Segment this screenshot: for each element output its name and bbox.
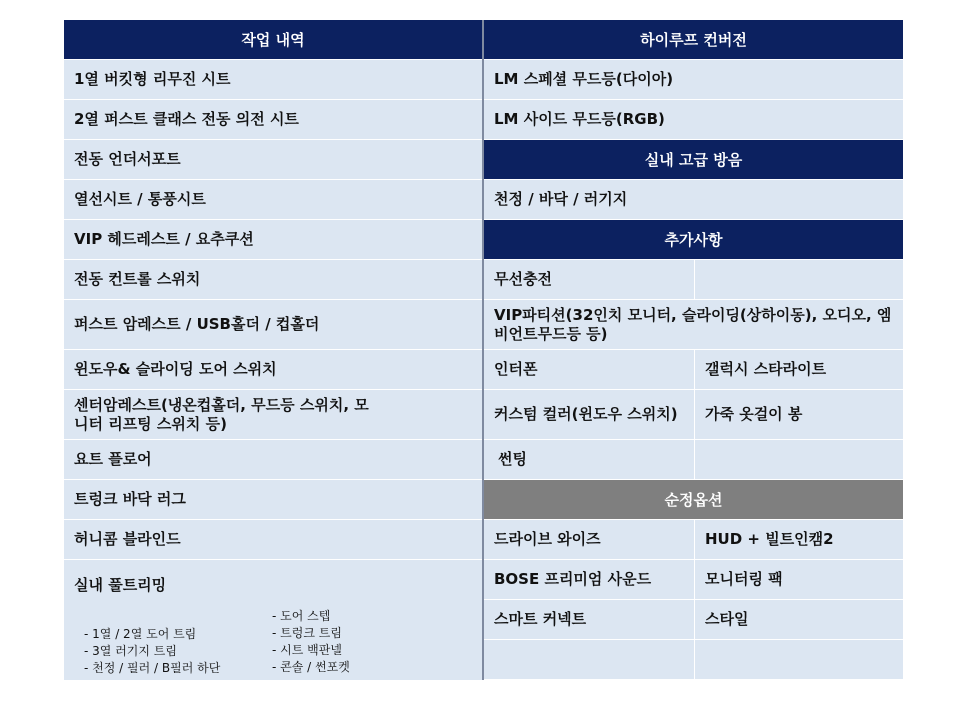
work-row [484,640,903,680]
list-item: - 1열 / 2열 도어 트림 [84,626,220,643]
work-row: 센터암레스트(냉온컵홀더, 무드등 스위치, 모니터 리프팅 스위치 등) [64,390,482,440]
work-row [484,520,903,560]
additional-items-header: 추가사항 [484,220,903,260]
soundproofing-header: 실내 고급 방음 [484,140,903,180]
work-row [484,260,903,300]
interior-trim-cell [64,560,482,680]
work-row: VIP파티션(32인치 모니터, 슬라이딩(상하이동), 오디오, 엠비언트무드등 등) [484,300,903,350]
trim-list-left [84,626,220,677]
work-row [484,560,903,600]
work-row [484,440,903,480]
work-row: 전동 언더서포트 [64,140,482,180]
list-item: - 트렁크 트림 [272,625,350,642]
list-item: - 3열 러기지 트림 [84,643,220,660]
work-row: 트렁크 바닥 러그 [64,480,482,520]
work-row: 허니콤 블라인드 [64,520,482,560]
table-cell: HUD + 빌트인캠2 [694,520,903,559]
work-row: 요트 플로어 [64,440,482,480]
table-cell: 인터폰 [494,360,538,378]
trim-list-right [272,608,350,676]
table-cell: BOSE 프리미엄 사운드 [494,570,652,588]
table-cell: 스마트 커넥트 [494,610,587,628]
work-row: 천정 / 바닥 / 러기지 [484,180,903,220]
right-column [484,20,903,680]
table-cell [694,440,903,479]
work-row: VIP 헤드레스트 / 요추쿠션 [64,220,482,260]
work-row: 퍼스트 암레스트 / USB홀더 / 컵홀더 [64,300,482,350]
table-cell [694,260,903,299]
list-item: - 콘솔 / 썬포켓 [272,659,350,676]
list-item: - 천정 / 필러 / B필러 하단 [84,660,220,677]
interior-trim-title: 실내 풀트리밍 [74,576,167,594]
work-row: 열선시트 / 통풍시트 [64,180,482,220]
factory-options-header: 순정옵션 [484,480,903,520]
table-cell [694,640,903,679]
work-table [64,20,903,680]
table-cell [484,640,694,679]
list-item: - 도어 스텝 [272,608,350,625]
left-column [64,20,484,680]
table-cell: 모니터링 팩 [694,560,903,599]
table-cell: 가죽 옷걸이 봉 [694,390,903,439]
work-row: 1열 버킷형 리무진 시트 [64,60,482,100]
work-row [484,600,903,640]
work-history-header: 작업 내역 [64,20,482,60]
table-cell: 스타일 [694,600,903,639]
table-cell: 썬팅 [498,450,527,468]
work-row: 2열 퍼스트 클래스 전동 의전 시트 [64,100,482,140]
work-row: LM 사이드 무드등(RGB) [484,100,903,140]
work-row: LM 스페셜 무드등(다이아) [484,60,903,100]
table-cell: 커스텀 컬러(윈도우 스위치) [494,405,678,423]
table-cell: 드라이브 와이즈 [494,530,601,548]
work-row: 윈도우& 슬라이딩 도어 스위치 [64,350,482,390]
work-row: 전동 컨트롤 스위치 [64,260,482,300]
work-row [484,350,903,390]
high-roof-header: 하이루프 컨버전 [484,20,903,60]
list-item: - 시트 백판넬 [272,642,350,659]
table-cell: 무선충전 [494,270,552,288]
work-row [484,390,903,440]
table-cell: 갤럭시 스타라이트 [694,350,903,389]
